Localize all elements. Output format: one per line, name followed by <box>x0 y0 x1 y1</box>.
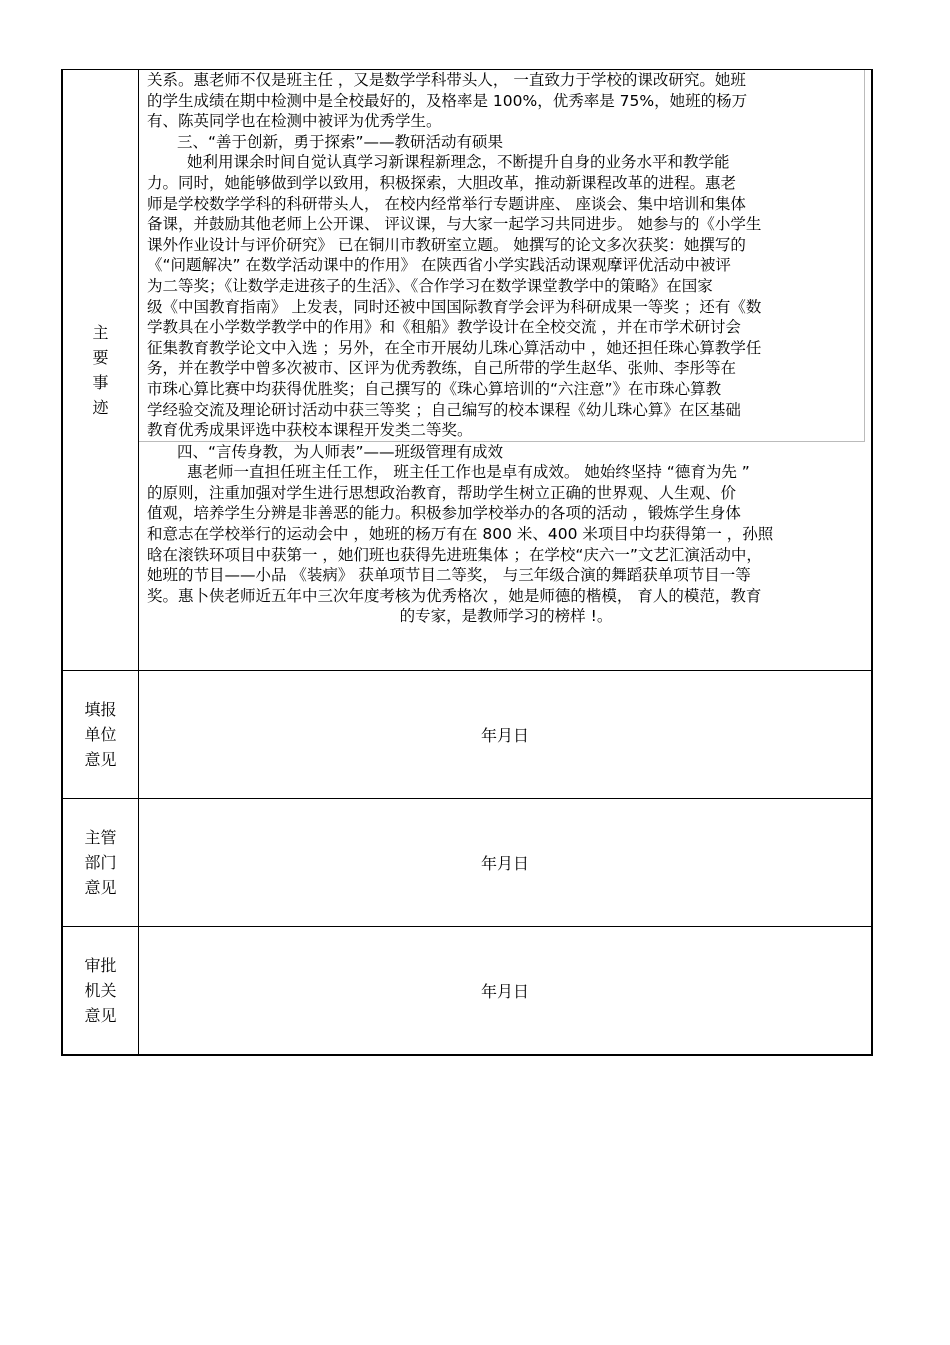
text-line: 为二等奖；《让数学走进孩子的生活》、《合作学习在数学课堂教学中的策略》在国家 <box>147 276 713 295</box>
approval-label <box>62 927 139 1056</box>
supervisor-label <box>62 799 139 927</box>
main-deeds-row <box>62 70 872 671</box>
text-line: 和意志在学校举行的运动会中 ，她班的杨万有在 800 米、400 米项目中均获得第一 ，孙照 <box>147 525 774 544</box>
date-placeholder: 年月日 <box>480 982 529 1001</box>
text-line: 关系。惠老师不仅是班主任 ，又是数学学科带头人， 一直致力于学校的课改研究。她班 <box>147 71 746 89</box>
text-line: 惠老师一直担任班主任工作， 班主任工作也是卓有成效。 她始终坚持 “德育为先 ” <box>187 463 750 482</box>
label-line: 机关 <box>84 981 117 1000</box>
filing-unit-label <box>62 671 139 799</box>
supervisor-opinion[interactable] <box>139 799 873 927</box>
label-line: 部门 <box>84 853 117 872</box>
section-heading: 四、“言传身教，为人师表”——班级管理有成效 <box>177 442 504 461</box>
text-line: 奖。惠卜侠老师近五年中三次年度考核为优秀格次 ，她是师德的楷模， 育人的模范，教育 <box>147 586 762 605</box>
main-deeds-content <box>139 70 873 671</box>
after-paragraphs <box>139 442 871 627</box>
text-line: 晗在滚铁环项目中获第一 ，她们班也获得先进班集体 ；在学校“庆六一”文艺汇演活动中， <box>147 545 762 564</box>
label-line: 单位 <box>84 725 117 744</box>
text-line: 教育优秀成果评选中获校本课程开发类二等奖。 <box>147 421 473 440</box>
text-line: 学经验交流及理论研讨活动中获三等奖 ；自己编写的校本课程《幼儿珠心算》在区基础 <box>147 400 741 419</box>
text-line: 学教具在小学数学教学中的作用》和《租船》教学设计在全校交流 ，并在市学术研讨会 <box>147 318 741 337</box>
filing-unit-opinion[interactable] <box>139 671 873 799</box>
text-line: 的原则，注重加强对学生进行思想政治教育，帮助学生树立正确的世界观、人生观、价 <box>147 483 737 502</box>
boxed-paragraphs <box>139 70 865 442</box>
text-line: 她利用课余时间自觉认真学习新课程新理念，不断提升自身的业务水平和教学能 <box>187 153 730 172</box>
text-line: 的专家，是教师学习的榜样 !。 <box>399 607 613 626</box>
label-char: 事 <box>92 373 109 392</box>
date-placeholder: 年月日 <box>480 854 529 873</box>
label-line: 主管 <box>84 828 117 847</box>
label-line: 意见 <box>84 1006 117 1025</box>
label-line: 意见 <box>84 878 117 897</box>
text-line: 《“问题解决” 在数学活动课中的作用》 在陕西省小学实践活动课观摩评优活动中被评 <box>147 256 731 275</box>
section-heading: 三、“善于创新，勇于探索”——教研活动有硕果 <box>177 132 504 151</box>
text-line: 有、陈英同学也在检测中被评为优秀学生。 <box>147 112 442 131</box>
label-char: 迹 <box>92 398 109 417</box>
deeds-form-table <box>61 69 873 1056</box>
text-line: 师是学校数学学科的科研带头人， 在校内经常举行专题讲座、 座谈会、集中培训和集体 <box>147 194 746 213</box>
label-line: 审批 <box>84 956 117 975</box>
text-line: 级《中国教育指南》 上发表，同时还被中国国际教育学会评为科研成果一等奖 ；还有《数 <box>147 297 762 316</box>
label-line: 意见 <box>84 750 117 769</box>
label-line: 填报 <box>84 700 117 719</box>
label-char: 要 <box>92 348 109 367</box>
label-char: 主 <box>92 323 109 342</box>
opinion-row-approval <box>62 927 872 1056</box>
text-line: 力。同时，她能够做到学以致用，积极探索，大胆改革，推动新课程改革的进程。惠老 <box>147 173 737 192</box>
opinion-row-supervisor <box>62 799 872 927</box>
text-line: 课外作业设计与评价研究》 已在铜川市教研室立题。 她撰写的论文多次获奖：她撰写的 <box>147 235 746 254</box>
text-line: 值观，培养学生分辨是非善恶的能力。积极参加学校举办的各项的活动 ，锻炼学生身体 <box>147 504 741 523</box>
text-line: 她班的节目——小品 《装病》 获单项节目二等奖， 与三年级合演的舞蹈获单项节目一等 <box>147 566 751 585</box>
main-deeds-label <box>62 70 139 671</box>
approval-opinion[interactable] <box>139 927 873 1056</box>
opinion-row-filing-unit <box>62 671 872 799</box>
text-line: 的学生成绩在期中检测中是全校最好的，及格率是 100%，优秀率是 75%，她班的杨万 <box>147 91 748 110</box>
text-line: 务，并在教学中曾多次被市、区评为优秀教练，自己所带的学生赵华、张帅、李彤等在 <box>147 359 737 378</box>
text-line: 备课，并鼓励其他老师上公开课、 评议课，与大家一起学习共同进步。 她参与的《小学生 <box>147 215 762 234</box>
date-placeholder: 年月日 <box>480 726 529 745</box>
text-line: 市珠心算比赛中均获得优胜奖；自己撰写的《珠心算培训的“六注意”》在市珠心算教 <box>147 379 722 398</box>
text-line: 征集教育教学论文中入选 ；另外，在全市开展幼儿珠心算活动中 ，她还担任珠心算教学任 <box>147 338 762 357</box>
